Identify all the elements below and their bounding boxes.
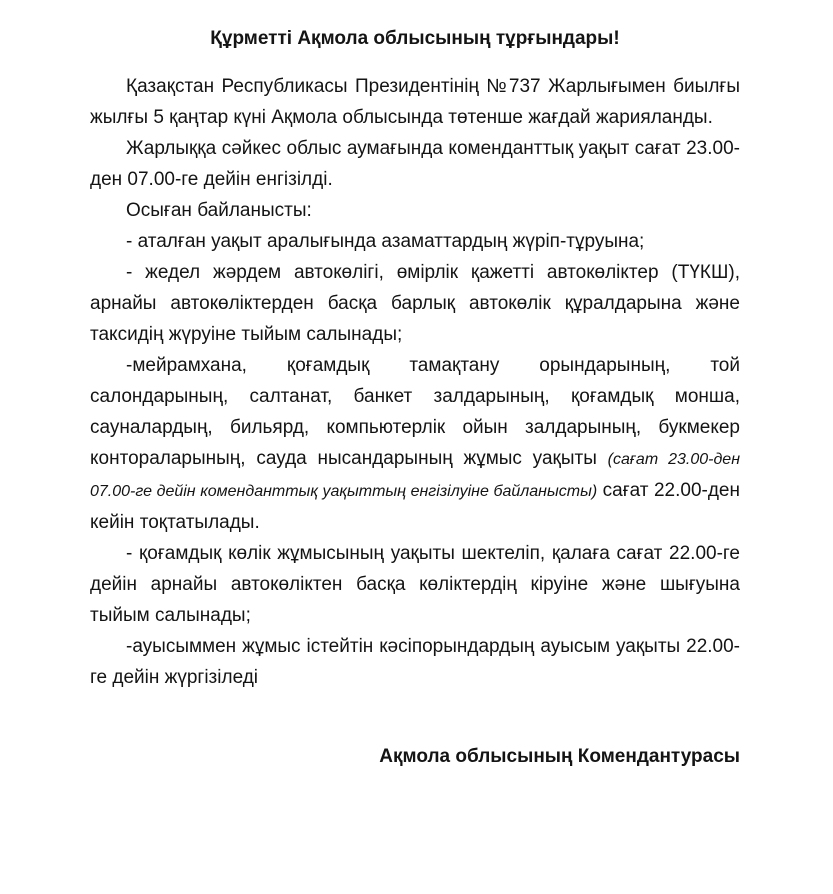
signature: Ақмола облысының Комендантурасы: [379, 746, 740, 767]
document-title: Құрметті Ақмола облысының тұрғындары!: [210, 28, 620, 49]
list-item-businesses: [90, 350, 740, 538]
businesses-note: (сағат 23.00-ден 07.00-ге дейін коменданттық уақыттың енгізілуіне байланысты): [90, 451, 740, 500]
list-item-vehicles: - жедел жәрдем автокөлігі, өмірлік қажетті автокөліктер (ТҮКШ), арнайы автокөліктерден басқа барлық автокөлік құралдарына және таксидің жүруіне тыйым салынады;: [90, 262, 740, 345]
list-item-movement: - аталған уақыт аралығында азаматтардың жүріп-тұруына;: [126, 231, 645, 252]
paragraph-curfew: Жарлыққа сәйкес облыс аумағында коменданттық уақыт сағат 23.00-ден 07.00-ге дейін енгізілді.: [90, 138, 740, 190]
list-item-shifts: -ауысыммен жұмыс істейтін кәсіпорындардың ауысым уақыты 22.00-ге дейін жүргізіледі: [90, 636, 740, 688]
businesses-end: сағат 22.00-ден кейін тоқтатылады.: [90, 480, 740, 533]
list-item-transport: - қоғамдық көлік жұмысының уақыты шектеліп, қалаға сағат 22.00-ге дейін арнайы автокөліктен басқа көліктердің кіруіне және шығуына тыйым салынады;: [90, 543, 740, 626]
document-page: [90, 26, 740, 772]
businesses-text: -мейрамхана, қоғамдық тамақтану орындарының, той салондарының, салтанат, банкет залдарының, қоғамдық монша, сауналардың, бильярд, компьютерлік ойын залдарының, букмекер контораларының, сауда нысандарының жұмыс уақыты: [90, 355, 740, 469]
paragraph-decree: Қазақстан Республикасы Президентінің №737 Жарлығымен биылғы жылғы 5 қаңтар күні Ақмола облысында төтенше жағдай жарияланды.: [90, 76, 740, 128]
paragraph-therefore: Осыған байланысты:: [126, 200, 312, 221]
